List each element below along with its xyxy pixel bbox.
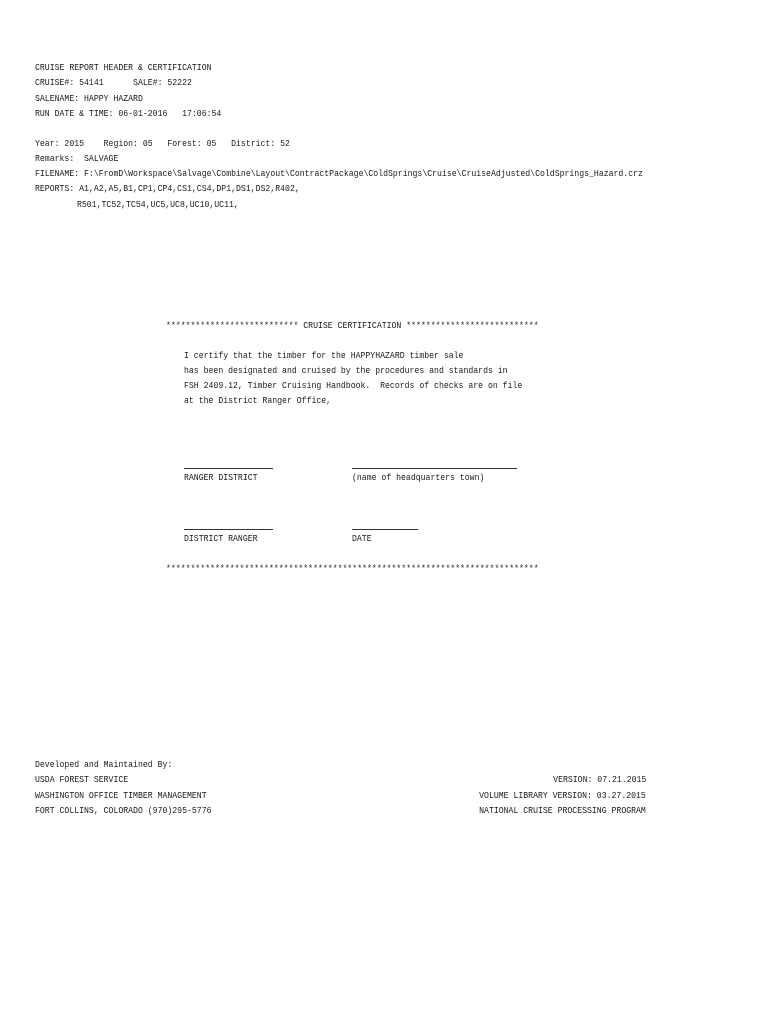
report-title: CRUISE REPORT HEADER & CERTIFICATION [35,62,212,73]
org-line-3: FORT COLLINS, COLORADO (970)295-5776 [35,805,212,816]
certification-text-line-4: at the District Ranger Office, [184,395,332,406]
remarks: Remarks: SALVAGE [35,153,119,164]
certification-banner: *************************** CRUISE CERTIFICATION *************************** [166,320,539,331]
ranger-district-label: RANGER DISTRICT [184,472,258,483]
reports-line-1: REPORTS: A1,A2,A5,B1,CP1,CP4,CS1,CS4,DP1,DS1,DS2,R402, [35,183,300,194]
ranger-district-signature-line [184,468,273,469]
certification-text-line-1: I certify that the timber for the HAPPYHAZARD timber sale [184,350,464,361]
volume-library-version: VOLUME LIBRARY VERSION: 03.27.2015 [479,790,646,801]
version: VERSION: 07.21.2015 [552,774,646,785]
filename: FILENAME: F:\FromD\Workspace\Salvage\Combine\Layout\ContractPackage\ColdSprings\Cruise\CruiseAdjusted\ColdSprings_Hazard.crz [35,168,643,179]
reports-line-2: R501,TC52,TC54,UC5,UC8,UC10,UC11, [77,199,239,210]
district-ranger-label: DISTRICT RANGER [184,533,258,544]
date-signature-line [352,529,418,530]
certification-text-line-3: FSH 2409.12, Timber Cruising Handbook. Records of checks are on file [184,380,523,391]
cruise-sale-numbers: CRUISE#: 54141 SALE#: 52222 [35,77,192,88]
year-region-forest-district: Year: 2015 Region: 05 Forest: 05 District: 52 [35,138,290,149]
date-label: DATE [352,533,372,544]
certification-closing-stars: **************************************************************************** [166,563,539,574]
hq-town-label: (name of headquarters town) [352,472,485,483]
developed-by: Developed and Maintained By: [35,759,173,770]
program-name: NATIONAL CRUISE PROCESSING PROGRAM [479,805,646,816]
org-line-2: WASHINGTON OFFICE TIMBER MANAGEMENT [35,790,207,801]
district-ranger-signature-line [184,529,273,530]
hq-town-signature-line [352,468,517,469]
sale-name: SALENAME: HAPPY HAZARD [35,93,143,104]
certification-text-line-2: has been designated and cruised by the procedures and standards in [184,365,508,376]
run-date-time: RUN DATE & TIME: 06-01-2016 17:06:54 [35,108,222,119]
org-line-1: USDA FOREST SERVICE [35,774,129,785]
